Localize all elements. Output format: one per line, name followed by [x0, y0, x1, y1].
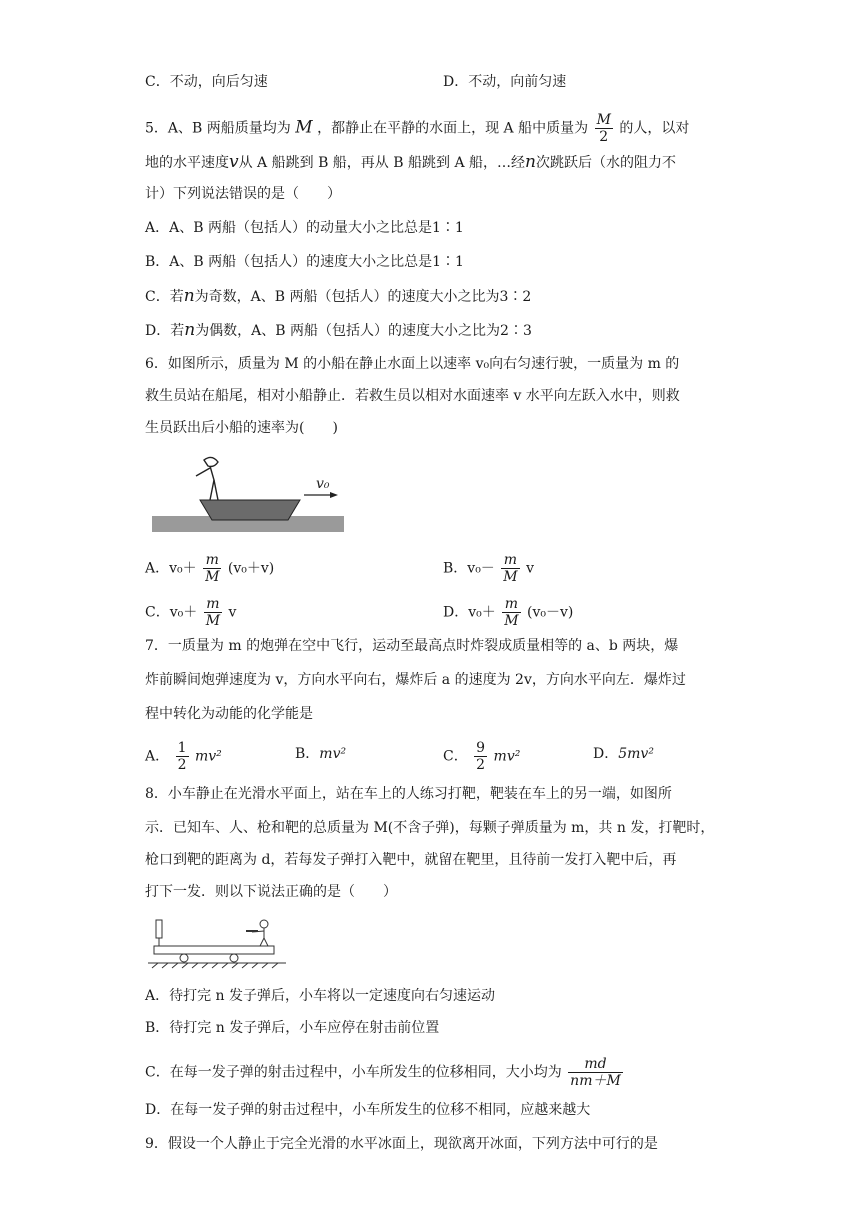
q5-stem-line1: 5．A、B 两船质量均为 M ，都静止在平静的水面上，现 A 船中质量为 $\frac{M}{2}$ 的人，以对 [145, 112, 690, 145]
q8-option-a: A．待打完 n 发子弹后，小车将以一定速度向右匀速运动 [145, 988, 496, 1004]
q5-option-b: B．A、B 两船（包括人）的速度大小之比总是1∶1 [145, 254, 464, 270]
q8-stem-line2: 示．已知车、人、枪和靶的总质量为 M(不含子弹)，每颗子弹质量为 m，共 n 发，打靶时， [145, 820, 715, 836]
q5-mass-fraction: $\frac{M}{2}$ [596, 112, 611, 145]
q6-stem-line2: 救生员站在船尾，相对小船静止．若救生员以相对水面速率 v 水平向左跃入水中，则救 [145, 388, 680, 404]
q6-stem-line1: 6．如图所示，质量为 M 的小船在静止水面上以速率 v₀向右匀速行驶，一质量为 m 的 [145, 356, 680, 372]
cart-wheel-left [180, 954, 188, 962]
q6-option-a: A．v₀＋ $\frac{m}{M}$ (v₀＋v) [145, 552, 275, 585]
q7-option-d: D．5mv² [593, 746, 654, 762]
q7-option-a: A． $\frac{1}{2}$ mv² [145, 740, 222, 773]
q8-option-d: D．在每一发子弹的射击过程中，小车所发生的位移不相同，应越来越大 [145, 1102, 591, 1118]
boat-hull [200, 500, 300, 520]
q9-stem-line1: 9．假设一个人静止于完全光滑的水平冰面上，现欲离开冰面，下列方法中可行的是 [145, 1136, 658, 1152]
velocity-label: v₀ [316, 476, 330, 492]
target [156, 920, 162, 938]
q5-option-a: A．A、B 两船（包括人）的动量大小之比总是1∶1 [145, 220, 464, 236]
q5-stem-line2: 地的水平速度v从 A 船跳到 B 船，再从 B 船跳到 A 船，…经n次跳跃后（水的阻力不 [145, 152, 676, 172]
q8-stem-line1: 8．小车静止在光滑水平面上，站在车上的人练习打靶，靶装在车上的另一端，如图所 [145, 786, 672, 802]
q8-stem-line4: 打下一发．则以下说法正确的是（ ） [145, 884, 397, 900]
q7-option-b: B．mv² [295, 746, 347, 762]
q7-option-c: C． $\frac{9}{2}$ mv² [443, 740, 521, 773]
cart-platform [154, 946, 274, 954]
q5-stem-line3: 计）下列说法错误的是（ ） [145, 186, 341, 202]
q8-cart-figure [148, 916, 288, 970]
q4-option-c: C．不动，向后匀速 [145, 74, 268, 90]
q8-option-c: C．在每一发子弹的射击过程中，小车所发生的位移相同，大小均为 $\frac{md}{nm+M}$ [145, 1056, 621, 1089]
q4-option-d: D．不动，向前匀速 [443, 74, 567, 90]
shooter-figure [246, 920, 268, 946]
q5-option-d: D．若n为偶数，A、B 两船（包括人）的速度大小之比为2∶3 [145, 320, 532, 340]
cart-wheel-right [230, 954, 238, 962]
lifeguard-figure [196, 457, 218, 500]
q6-boat-figure [152, 452, 346, 534]
q8-stem-line3: 枪口到靶的距离为 d，若每发子弹打入靶中，就留在靶里，且待前一发打入靶中后，再 [145, 852, 677, 868]
q6-option-b: B．v₀－ $\frac{m}{M}$ v [443, 552, 534, 585]
q6-stem-line3: 生员跃出后小船的速率为( ) [145, 420, 338, 436]
q8-option-b: B．待打完 n 发子弹后，小车应停在射击前位置 [145, 1020, 440, 1036]
q7-stem-line3: 程中转化为动能的化学能是 [145, 706, 313, 722]
q7-stem-line2: 炸前瞬间炮弹速度为 v，方向水平向右，爆炸后 a 的速度为 2v，方向水平向左．爆炸过 [145, 672, 686, 688]
q6-option-c: C．v₀＋ $\frac{m}{M}$ v [145, 596, 237, 629]
q7-stem-line1: 7．一质量为 m 的炮弹在空中飞行，运动至最高点时炸裂成质量相等的 a、b 两块，爆 [145, 638, 679, 654]
q5-option-c: C．若n为奇数，A、B 两船（包括人）的速度大小之比为3∶2 [145, 286, 532, 306]
q6-option-d: D．v₀＋ $\frac{m}{M}$ (v₀－v) [443, 596, 574, 629]
